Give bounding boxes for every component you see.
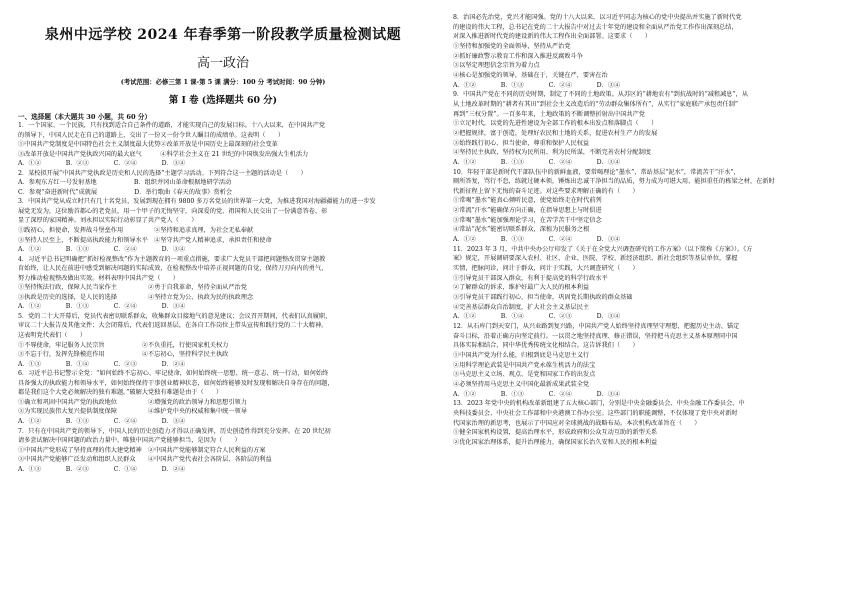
question-line: 奋斗目标，沿着正确方向坚定前行。一以贯之地坚持真理、修正错误，坚持把马克思主义基本原理同中国 [453,332,738,340]
question-line: ①确立和巩固中国共产党的执政地位 ②增强党的政治领导力和思想引领力 [18,398,247,406]
question-line: 4．习近平总书记明确把“抓好检视整改”作为主题教育的一项重点措施，要求广大党员干部把问题整改贯穿主题教 [18,255,326,263]
question-line: 育始终，让人民在前进中感受到解决问题的实际成效，在检视整改中培养正视问题的自觉，保持刀刃向内的勇气， [18,265,328,273]
question-line: ①立足时代，以党的先进性建设为全部工作的根本出发点和落脚点（ ） [453,120,658,128]
question-line: 这表明党代表们（ ） [18,332,87,340]
question-line: 8．治国必先治党，党兴才能国强。党的十八大以来，以习近平同志为核心的党中央提出并实施了新时代党 [453,14,742,21]
question-line: 1．一个国家、一个民族，只有找到适合自己条件的道路，才能实现自己的发展目标。十八大以来，在中国共产党 [18,122,326,129]
part-heading: 第 I 卷 (选择题共 60 分) [168,95,278,106]
question-line: ①中国共产党为什么能，归根到底是马克思主义行 [453,351,590,359]
question-line: ③以坚定理想信念宗旨为着力点 [453,62,540,70]
right-column [453,13,848,448]
question-line: A．①② B．①③ C．②④ D．③④ [453,81,621,89]
question-line: 厕所答复，骂行不怠，练就过硬本领，锤炼出忠诚干净担当的品质，努力成为可堪大用、能担重任的栋梁之材，在新时 [453,178,775,186]
left-column [18,0,428,474]
question-line: 案》规定，开展调研要深入农村、社区、企业、医院、学校、新经济组织、新社会组织等基层单位，掌握 [453,255,738,263]
question-line: ①践初心，担使命，发挥战斗堡垒作用 ②坚持和追求真理，为社会无私奉献 [18,227,254,235]
question-line: ②抓好廉政警示教育工作和深入推进反腐败斗争 [453,52,583,60]
question-line: ③执政是历史的选择，是人民的选择 ④坚持立党为公、执政为民的执政理念 [18,293,254,301]
question-line: 实情，把脉问诊，问计于群众，问计于实践，大兴调查研究（ ） [453,265,639,273]
question-line: ③坚持人民至上，不断提高执政能力和领导水平 ④坚守共产党人精神追求，承担责任和使命 [18,236,272,244]
question-line: 5．党的二十大开幕后，党员代表密切联系群众，收集群众目接地气的意见建议；会议召开期间，代表们认真履职， [18,312,332,320]
question-line: ③引导党员干部践行初心、担当使命，巩固党长期执政的群众基础 [453,294,633,302]
question-line: A．①② B．①③ C．②④ D．③④ [453,390,621,398]
section-heading: 一、选择题（本大题共 30 小题，共 60 分） [18,113,152,121]
question-line: 从土地改革时期的“耕者有其田”到社会主义改造后的“劳动群众集体所有”，从实行“家庭联产承包责任制” [453,100,739,108]
question-line: 12．从石库门到天安门，从兴业路到复兴路，中国共产党人始终坚持真理坚守理想，把握历史主动、锚定 [453,323,740,330]
question-line: 都是我们这个大党必须解决的独有难题。”破解大党独有难题是由于（ ） [18,389,223,397]
question-line: 7．只有在中国共产党的领导下，中国人民的历史创造力才得以正确发挥，历史创造性得到充分发挥。在 20 世纪初 [18,427,331,435]
right-question-block [453,13,848,448]
question-line: ②用科学理论武装是中国共产党永葆生机活力的法宝 [453,361,596,369]
question-line: ①常喝“墨水”能真心倾听民意，使党始终走在时代前列 [453,197,602,205]
question-line: ②了解群众的诉求，维护好最广大人民的根本利益 [453,284,590,292]
question-line: ④坚持民主执政，坚持权为民所用、利为民所谋，不断完善农村分配制度 [453,149,651,157]
question-line: C．参观“奋进新时代”成就展 D．举行歌曲《春天的故事》赏析会 [18,188,233,196]
question-line: A．①② B．①③ C．②④ D．③④ [18,417,186,425]
question-line: 9．中国共产党在不同的历史时期，制定了不同的土地政策。从苏区的“耕地农有”到抗战时的“减租减息”，从 [453,91,749,99]
exam-info: (考试范围：必修三第 1 课-第 5 课 满分：100 分 考试时间：90 分钟) [120,78,326,86]
exam-title: 泉州中远学校 2024 年春季第一阶段教学质量检测试题 [44,27,402,43]
question-line: ④必须坚持用马克思主义中国化最新成果武装全党 [453,380,590,388]
question-line: ④核心是加强党的领导，基础在于，关键在严，要害在治 [453,71,608,79]
question-line: ④完善基层群众自治制度，扩大社会主义基层民主 [453,303,590,311]
question-line: 努力推动检视整改做出实效。材料表明中国共产党（ ） [18,274,179,282]
question-line: ①坚持和加强党的全面领导，坚持从严治党 [453,42,571,50]
question-line: 央科技委员会、中央社会工作部和中央港澳工作办公室。这些部门的职能调整，不仅体现了党中央对新时 [453,409,738,417]
question-line: A．①② B．①④ C．②③ D．③④ [453,313,621,321]
question-line: ③常喝“墨水”能加强理论学习，在苦学苦干中坚定信念 [453,216,602,224]
question-line: A．参观东方红一号发射基地 B．组织井冈山革命根据地研学活动 [18,179,232,187]
question-line: 的领导下，中国人民走在自己的道路上，交出了一份又一份令世人瞩目的成绩单。这表明（ ） [18,131,285,139]
question-line: ①引导党员干部深入群众，有利于提高党的科学行政水平 [453,274,608,282]
question-line: 显了深厚的家国精神。刘永担以实际行动彰显了共产党人（ ） [18,217,198,225]
question-line: 代新征程上留下无悔的奋斗足迹。对这些要求理解正确的有（ ） [453,187,639,195]
question-line: ③马克思主义立场、观点、是党和国家工作的出发点 [453,371,596,379]
question-line: ③始终践行初心、担当使命，尊重和保护人民权益 [453,139,590,147]
question-line: ②常流“汗水”能确保方向正确，在指导思想上与时俱进 [453,207,602,215]
question-line: A．①③ B．②③ C．①④ D．②④ [18,465,186,473]
question-line: 的建设的伟大工程，总书记在党的二十大报告中对过去十年党的建设和全面从严治党工作作出深刻总结， [453,23,738,31]
question-line: ③为实现民族伟大复兴提供制度保障 ④维护党中央的权威和集中统一领导 [18,408,247,416]
question-line: ③改革开放是中国共产党执政兴国的最大底气 ④科学社会主义在 21 世纪的中国焕发出强大生机活力 [18,150,309,158]
question-line: 具备强大的执政能力和领导水平，如何始终保持干事创业精神状态，如何始终能够及时发现和解决自身存在的问题， [18,379,334,387]
question-line: A．①② B．①③ C．②④ D．③④ [18,303,186,311]
question-line: A．①② B．②③ C．②④ D．③④ [18,160,186,168]
question-line: ②优化国家治理体系，提升治理能力，确保国家长治久安和人民的根本利益 [453,438,658,446]
question-line: 请多尝试解决中国问题的政治力量中，唯独中国共产党能够担当，是因为（ ） [18,437,241,445]
question-line: ①坚持恢法行政，保障人民当家作主 ②勇于自我革命，坚持全面从严治党 [18,284,247,292]
question-line: ②把握规律，富于创造，处理好农民和土地的关系，促进农村生产力的发展 [453,129,658,137]
question-line: 展党无发为，这位励首都心的老党员，用一个甲子的无悔坚守，向深爱的党、祖国和人民交出了一份满意答卷，彰 [18,207,328,215]
question-line: 审议二十大报告及其他文件；大会闭幕后，代表们返回基层，在各自工作岗位上带头宣传和践行党的二十大精神。 [18,322,328,330]
question-line: 3．中国共产党从成立时只有几十名党员，发展到现在拥有 9800 多万名党员的世界第一大党，为推进我国对海疆疆能力的进一步发 [18,198,376,206]
question-line: ①中国共产党形成了坚持真理的伟大建党精神 ②中国共产党能够制定符合人民利益的方案 [18,446,266,454]
question-line: A．①② B．①③ C．②④ D．③④ [453,236,621,244]
question-line: 具体实际相结合，同中华优秀传统文化相结合。这告诉我们（ ） [453,342,639,350]
question-line: ④常站“泥水”能密切联系群众，深植为民服务之根 [453,226,590,234]
question-line: ③不忘于行，发挥先锋模范作用 ④不忘初心，坚持科学民主执政 [18,351,229,359]
question-line: 11．2023 年 3 月，中共中央办公厅印发了《关于在全党大兴调查研究的工作方案》（以下简称《方案》）。《方 [453,245,753,253]
question-line: A．①② B．①③ C．②④ D．③④ [18,246,186,254]
question-line: 对深入推进新时代党的建设新的伟大工程作出全面部署。这要求（ ） [453,33,651,41]
question-line: A．①③ B．①④ C．②③ D．②④ [18,360,186,368]
question-line: ①健全国家机构设置，提高治理水平，形成政府和公众互动互助的新型关系 [453,429,658,437]
exam-subject: 高一政治 [196,56,249,71]
question-line: 6．习近平总书记警示全党：“如何始终不忘初心、牢记使命，如何始终统一思想、统一意志、统一行动，如何始终 [18,370,329,378]
question-line: ③中国共产党能够广泛发动和组织人民群众 ④中国共产党代表社会各阶层、各阶层的利益 [18,456,272,464]
question-line: A．①② B．①③ C．②④ D．③④ [453,158,621,166]
question-line: 13．2023 年党中央的机构改革新组建了五大核心部门，分别是中央金融委员会、中央金融工作委员会、中 [453,400,745,408]
left-question-block [18,121,428,474]
question-line: ①中国共产党制度是中国特色社会主义制度最大优势②改革开放是中国历史上最深刻的社会变革 [18,141,278,149]
question-line: 10．年轻干部是新时代干部队伍中的新鲜血液，要常喝理论“墨水”，常站基层“泥水”，常流苦干“汗水”， [453,168,740,176]
question-line: 2．某校拟开展“中国共产党执政是历史和人民的选择”主题学习活动。下列符合这一主题的活动是（ ） [18,169,307,177]
question-line: 再到“三权分置”。一百多年来，土地政策的不断调整折射出中国共产党 [453,110,645,118]
question-line: ①不辱使命，牢记服务人民宗旨 ②不负重托，行使国家机关权力 [18,341,229,349]
question-line: 代国家治理的新思考，也展示了中国应对全球挑战的战略布局。本次机构改革旨在（ ） [453,419,701,427]
